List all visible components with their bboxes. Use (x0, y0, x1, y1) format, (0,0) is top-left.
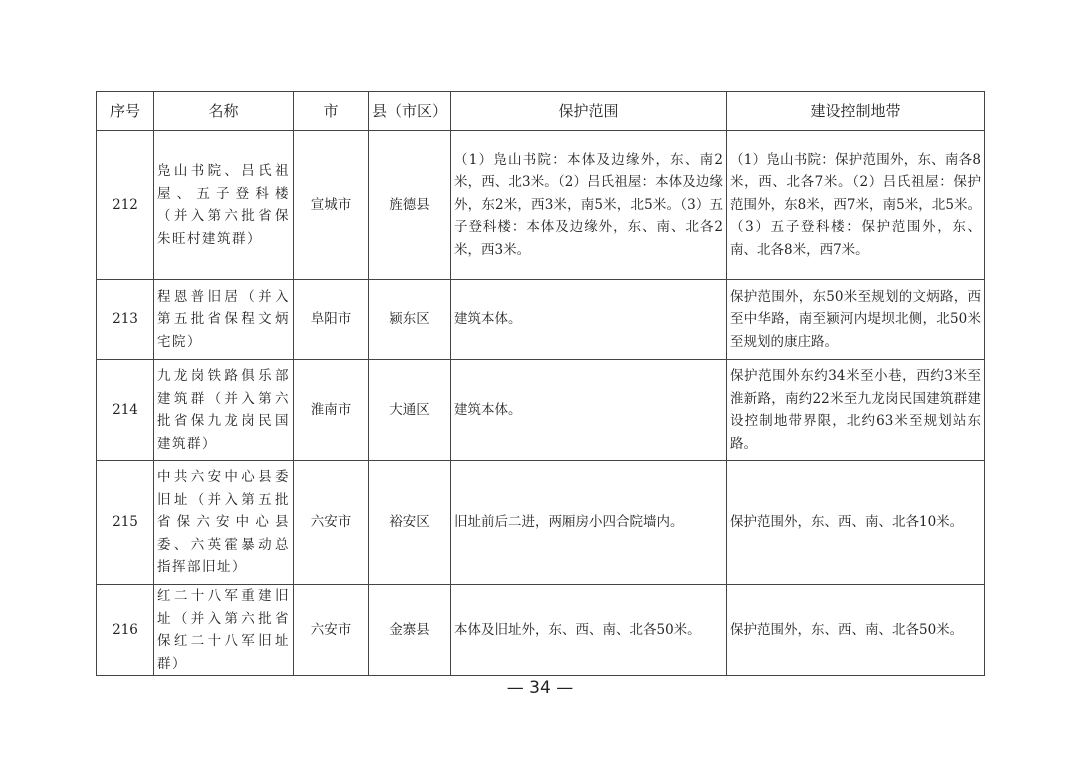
cell-serial-number: 213 (97, 280, 154, 360)
cell-construction-control-zone: 保护范围外东约34米至小巷，西约3米至淮新路，南约22米至九龙岗民国建筑群建设控制地带界限，北约63米至规划站东路。 (727, 360, 985, 461)
cell-serial-number: 212 (97, 131, 154, 280)
cell-construction-control-zone: 保护范围外，东、西、南、北各50米。 (727, 585, 985, 676)
page-number: — 34 — (506, 678, 574, 698)
table-row (97, 461, 985, 585)
cell-county: 大通区 (369, 360, 451, 461)
table-row (97, 131, 985, 280)
header-county: 县（市区） (369, 92, 451, 131)
cell-serial-number: 214 (97, 360, 154, 461)
cell-county: 金寨县 (369, 585, 451, 676)
cell-protection-scope: 本体及旧址外，东、西、南、北各50米。 (451, 585, 727, 676)
cell-protection-scope: 建筑本体。 (451, 280, 727, 360)
header-construction-control-zone: 建设控制地带 (727, 92, 985, 131)
heritage-sites-table (96, 91, 985, 676)
cell-county: 旌德县 (369, 131, 451, 280)
header-city: 市 (294, 92, 369, 131)
cell-city: 六安市 (294, 461, 369, 585)
cell-protection-scope: 建筑本体。 (451, 360, 727, 461)
header-protection-scope: 保护范围 (451, 92, 727, 131)
cell-name: 九龙岗铁路俱乐部建筑群（并入第六批省保九龙岗民国建筑群） (154, 360, 294, 461)
cell-serial-number: 215 (97, 461, 154, 585)
cell-name: 红二十八军重建旧址（并入第六批省保红二十八军旧址群） (154, 585, 294, 676)
cell-protection-scope: （1）凫山书院：本体及边缘外，东、南2米，西、北3米。（2）吕氏祖屋：本体及边缘外，东2米，西3米，南5米，北5米。（3）五子登科楼：本体及边缘外，东、南、北各2米，西3米。 (451, 131, 727, 280)
table-row (97, 585, 985, 676)
table-row (97, 280, 985, 360)
header-name: 名称 (154, 92, 294, 131)
cell-construction-control-zone: （1）凫山书院：保护范围外，东、南各8米，西、北各7米。（2）吕氏祖屋：保护范围外，东8米，西7米，南5米，北5米。（3）五子登科楼：保护范围外，东、南、北各8米，西7米。 (727, 131, 985, 280)
cell-construction-control-zone: 保护范围外，东50米至规划的文炳路，西至中华路，南至颍河内堤坝北侧，北50米至规划的康庄路。 (727, 280, 985, 360)
cell-city: 淮南市 (294, 360, 369, 461)
cell-name: 凫山书院、吕氏祖屋、五子登科楼（并入第六批省保朱旺村建筑群） (154, 131, 294, 280)
cell-serial-number: 216 (97, 585, 154, 676)
header-serial-number: 序号 (97, 92, 154, 131)
cell-construction-control-zone: 保护范围外，东、西、南、北各10米。 (727, 461, 985, 585)
cell-city: 六安市 (294, 585, 369, 676)
cell-county: 裕安区 (369, 461, 451, 585)
cell-county: 颍东区 (369, 280, 451, 360)
cell-city: 阜阳市 (294, 280, 369, 360)
cell-name: 程恩普旧居（并入第五批省保程文炳宅院） (154, 280, 294, 360)
cell-name: 中共六安中心县委旧址（并入第五批省保六安中心县委、六英霍暴动总指挥部旧址） (154, 461, 294, 585)
cell-protection-scope: 旧址前后二进，两厢房小四合院墙内。 (451, 461, 727, 585)
table-header-row (97, 92, 985, 131)
cell-city: 宣城市 (294, 131, 369, 280)
table-row (97, 360, 985, 461)
